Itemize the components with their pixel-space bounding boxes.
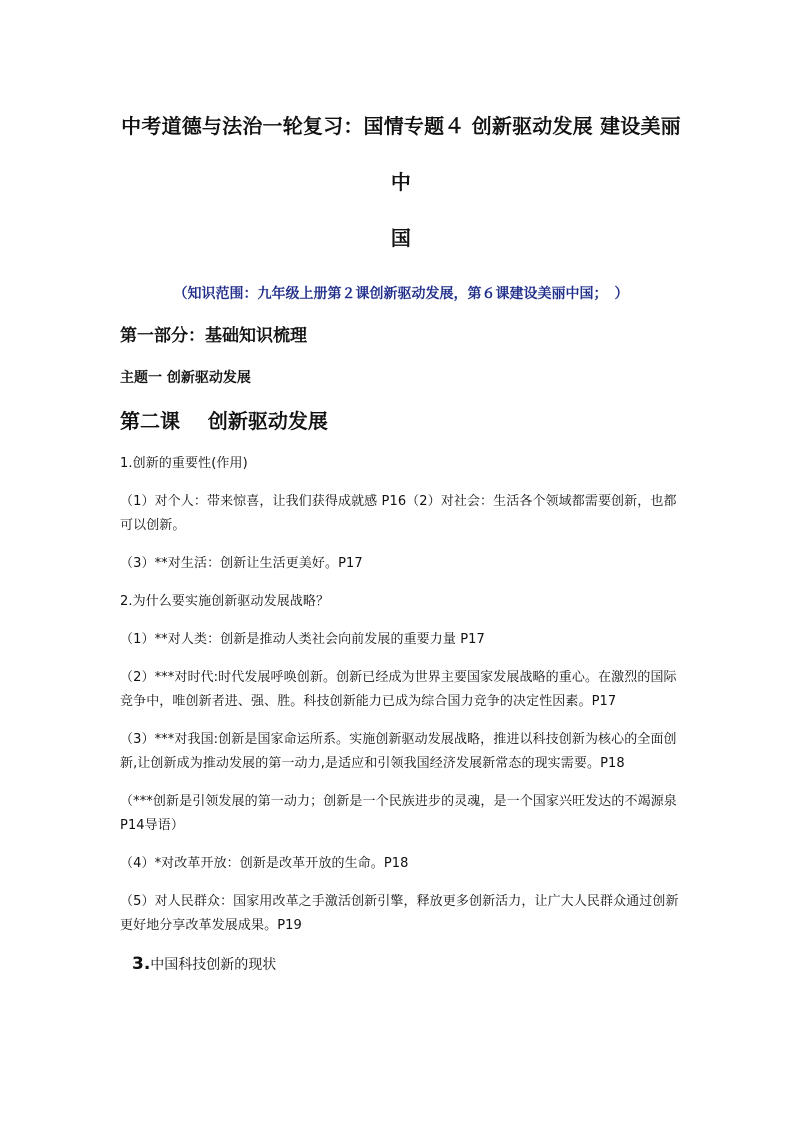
section-3-heading <box>132 952 682 977</box>
topic-heading: 主题一 创新驱动发展 <box>120 370 251 386</box>
lesson-heading: 第二课 创新驱动发展 <box>120 409 328 433</box>
paragraph-9: （4）*对改革开放：创新是改革开放的生命。P18 <box>120 856 409 871</box>
paragraph-3: （3）**对生活：创新让生活更美好。P17 <box>120 556 363 571</box>
document-title <box>120 98 682 266</box>
part-heading: 第一部分：基础知识梳理 <box>120 326 307 346</box>
paragraph-5: （1）**对人类：创新是推动人类社会向前发展的重要力量 P17 <box>120 632 485 647</box>
paragraph-4: 2.为什么要实施创新驱动发展战略？ <box>120 594 330 609</box>
paragraph-10: （5）对人民群众：国家用改革之手激活创新引擎，释放更多创新活力，让广大人民群众通过创新更好地分享改革发展成果。P19 <box>120 894 679 933</box>
section-3-number: 3. <box>132 954 151 974</box>
title-line-2: 国 <box>390 226 412 250</box>
paragraph-7: （3）***对我国:创新是国家命运所系。实施创新驱动发展战略，推进以科技创新为核心的全面创新,让创新成为推动发展的第一动力,是适应和引领我国经济发展新常态的现实需要。P18 <box>120 732 677 771</box>
paragraph-2: （1）对个人：带来惊喜，让我们获得成就感 P16（2）对社会：生活各个领域都需要创新，也都可以创新。 <box>120 494 677 533</box>
title-line-1: 中考道德与法治一轮复习：国情专题４ 创新驱动发展 建设美丽中 <box>121 114 681 194</box>
paragraph-1: 1.创新的重要性(作用) <box>120 456 248 471</box>
knowledge-scope: （知识范围：九年级上册第２课创新驱动发展，第６课建设美丽中国； ） <box>173 286 629 302</box>
paragraph-8: （***创新是引领发展的第一动力；创新是一个民族进步的灵魂，是一个国家兴旺发达的不竭源泉 P14导语） <box>120 794 677 833</box>
paragraph-6: （2）***对时代:时代发展呼唤创新。创新已经成为世界主要国家发展战略的重心。在激烈的国际竞争中，唯创新者进、强、胜。科技创新能力已成为综合国力竞争的决定性因素。P17 <box>120 670 677 709</box>
section-3-text: 中国科技创新的现状 <box>150 957 277 973</box>
